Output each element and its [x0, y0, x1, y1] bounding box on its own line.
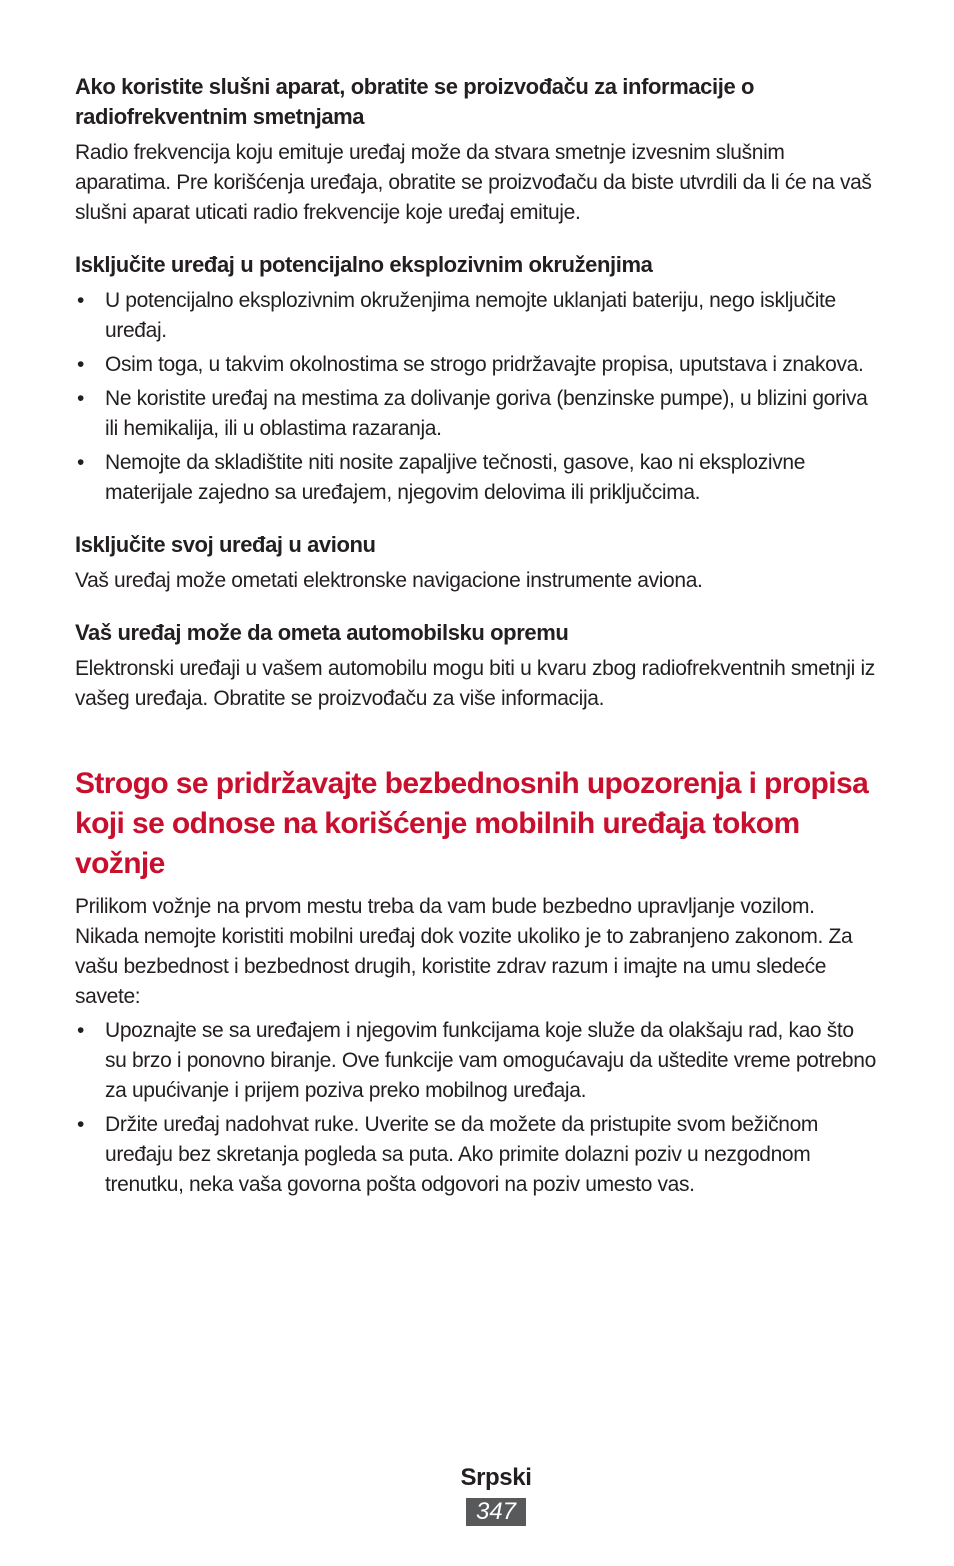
page-content: [75, 72, 877, 1222]
bullet-icon: •: [77, 289, 85, 312]
list-item-text: Ne koristite uređaj na mestima za dolivanje goriva (benzinske pumpe), u blizini goriva ili hemikalija, ili u oblastima razaranja.: [105, 387, 868, 440]
bullet-icon: •: [77, 353, 85, 376]
section-text-hearing-aid: Radio frekvencija koju emituje uređaj može da stvara smetnje izvesnim slušnim aparatima. Pre korišćenja uređaja, obratite se proizvođaču da biste utvrdili da li će na vaš slušni aparat uticati radio frekvencije koje uređaj emituje.: [75, 141, 872, 224]
list-item: [75, 1110, 877, 1200]
list-item-text: Držite uređaj nadohvat ruke. Uverite se da možete da pristupite svom bežičnom uređaju bez skretanja pogleda sa puta. Ako primite dolazni poziv u nezgodnom trenutku, neka vaša govorna pošta odgovori na poziv umesto vas.: [105, 1113, 819, 1196]
section-heading-hearing-aid: Ako koristite slušni aparat, obratite se proizvođaču za informacije o radiofrekventnim smetnjama: [75, 74, 755, 129]
main-section-text: Prilikom vožnje na prvom mestu treba da vam bude bezbedno upravljanje vozilom. Nikada nemojte koristiti mobilni uređaj dok vozite ukoliko je to zabranjeno zakonom. Za vašu bezbednost i bezbednost drugih, koristite zdrav razum i imajte na umu sledeće savete:: [75, 895, 853, 1008]
list-item: [75, 384, 877, 444]
bullet-list-driving: [75, 1016, 877, 1200]
section-heading-explosive: Isključite uređaj u potencijalno eksplozivnim okruženjima: [75, 252, 653, 277]
list-item-text: Osim toga, u takvim okolnostima se strogo pridržavajte propisa, uputstava i znakova.: [105, 353, 864, 376]
bullet-icon: •: [77, 387, 85, 410]
bullet-icon: •: [77, 1113, 85, 1136]
bullet-icon: •: [77, 451, 85, 474]
list-item: [75, 448, 877, 508]
bullet-list-explosive: [75, 286, 877, 508]
list-item: [75, 350, 877, 380]
list-item: [75, 286, 877, 346]
page-footer: [0, 1462, 954, 1526]
section-heading-automobile: Vaš uređaj može da ometa automobilsku opremu: [75, 620, 569, 645]
section-text-automobile: Elektronski uređaji u vašem automobilu mogu biti u kvaru zbog radiofrekventnih smetnji iz vašeg uređaja. Obratite se proizvođaču za više informacija.: [75, 657, 875, 710]
page-number-badge: 347: [466, 1498, 526, 1526]
list-item-text: Upoznajte se sa uređajem i njegovim funkcijama koje služe da olakšaju rad, kao što su brzo i ponovno biranje. Ove funkcije vam omogućavaju da uštedite vreme potrebno za upućivanje i prijem poziva preko mobilnog uređaja.: [105, 1019, 876, 1102]
section-heading-airplane: Isključite svoj uređaj u avionu: [75, 532, 376, 557]
list-item-text: Nemojte da skladištite niti nosite zapaljive tečnosti, gasove, kao ni eksplozivne materijale zajedno sa uređajem, njegovim delovima ili priključcima.: [105, 451, 806, 504]
main-section-heading: Strogo se pridržavajte bezbednosnih upozorenja i propisa koji se odnose na korišćenje mobilnih uređaja tokom vožnje: [75, 767, 869, 880]
list-item-text: U potencijalno eksplozivnim okruženjima nemojte uklanjati bateriju, nego isključite uređaj.: [105, 289, 836, 342]
section-text-airplane: Vaš uređaj može ometati elektronske navigacione instrumente aviona.: [75, 569, 703, 592]
bullet-icon: •: [77, 1019, 85, 1042]
footer-language: Srpski: [460, 1464, 532, 1491]
list-item: [75, 1016, 877, 1106]
